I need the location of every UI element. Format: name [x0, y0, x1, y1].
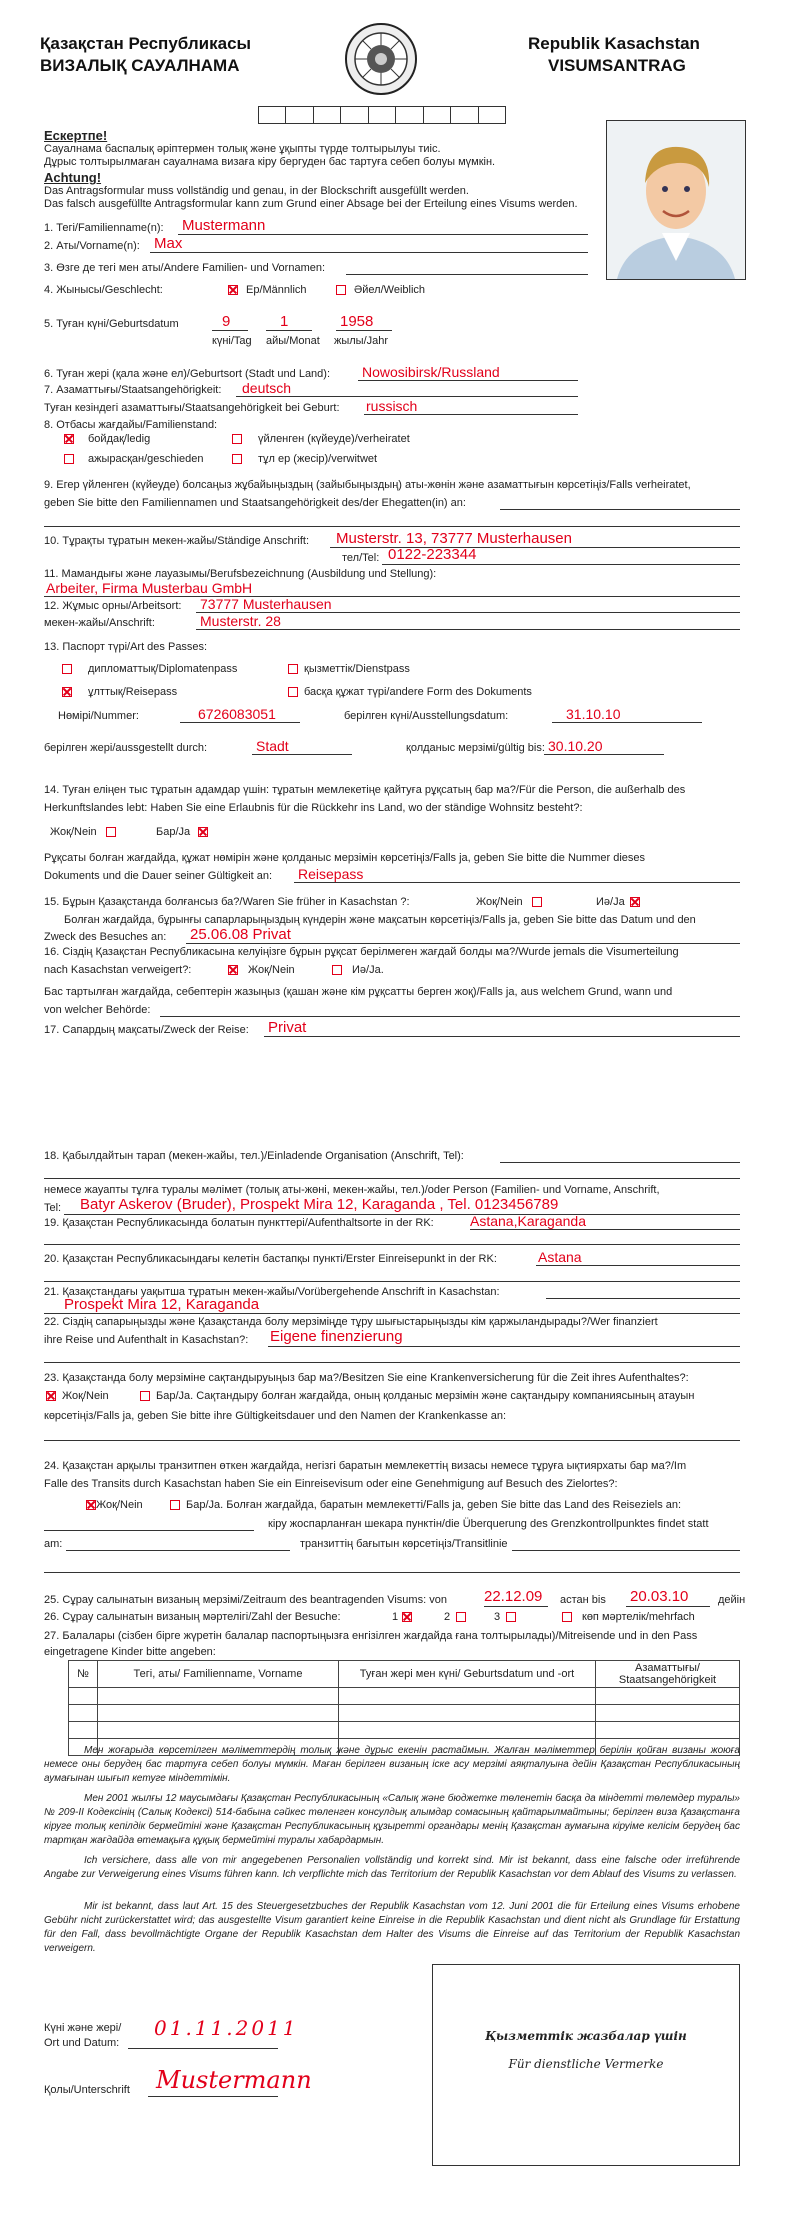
- q24-no-label: Жоқ/Nein: [96, 1499, 143, 1511]
- q15b-label: Болған жағдайда, бұрынғы сапарларыңыздың күндерін және мақсатын көрсетіңіз/Falls ja, geben Sie bitte das Datum und den: [64, 914, 696, 926]
- declaration-kz-1: Мен жоғарыда көрсетілген мәліметтердің толық және дұрыс екенін растаймын. Жалған мәліметтер берілін қойған визаны жоюға немесе оны берудең бас тартуға себеп болуы мүмкін. Маған берілген визаның іске асу мерзімі аяқталуына дейін Қазақстан Республикасының аумағынан шығып кетуге міндеттімін.: [44, 1745, 740, 1784]
- status-widowed-checkbox[interactable]: [232, 454, 242, 464]
- official-use-de: Für dienstliche Vermerke: [508, 2057, 664, 2071]
- q14-no-label: Жоқ/Nein: [50, 826, 97, 838]
- q23c-label: көрсетіңіз/Falls ja, geben Sie bitte ihre Gültigkeitsdauer und den Namen der Krankenkasse an:: [44, 1410, 507, 1422]
- table-header-cell: №: [69, 1661, 98, 1688]
- return-doc-field[interactable]: Reisepass: [298, 866, 364, 882]
- passport-date-field[interactable]: 31.10.10: [566, 706, 621, 722]
- q16-no-label: Жоқ/Nein: [248, 964, 295, 976]
- q26-three-label: 3: [494, 1611, 501, 1623]
- header-kz-title: ВИЗАЛЫҚ САУАЛНАМА: [40, 56, 240, 75]
- status-single-label: бойдақ/ledig: [88, 433, 151, 445]
- q14a-label: 14. Туған еліңен тыс тұратын адамдар үшін: тұратын мемлекетіңе қайтуға рұқсатың бар ма?/Für die Person, die außerhalb des: [44, 784, 686, 796]
- header-de-country: Republik Kasachstan: [528, 34, 700, 53]
- q22b-label: ihre Reise und Aufenthalt in Kasachstan?:: [44, 1334, 249, 1346]
- q12b-label: мекен-жайы/Anschrift:: [44, 617, 155, 629]
- q15-yes-label: Иә/Ja: [596, 896, 625, 908]
- tel-field[interactable]: 0122-223344: [388, 546, 477, 563]
- header-de-title: VISUMSANTRAG: [548, 56, 686, 75]
- status-divorced-checkbox[interactable]: [64, 454, 74, 464]
- visited-no-checkbox[interactable]: [532, 897, 542, 907]
- q16-yes-label: Иә/Ja.: [352, 964, 384, 976]
- q3-label: 3. Өзге де тегі мен аты/Andere Familien- und Vornamen:: [44, 262, 326, 274]
- passport-national-checkbox[interactable]: [62, 687, 72, 697]
- profession-field[interactable]: Arbeiter, Firma Musterbau GmbH: [46, 580, 253, 596]
- q2-label: 2. Аты/Vorname(n):: [44, 240, 140, 252]
- q5-label: 5. Туған күні/Geburtsdatum: [44, 318, 179, 330]
- q6-label: 6. Туған жері (қала және ел)/Geburtsort (Stadt und Land):: [44, 368, 331, 380]
- q16d-label: von welcher Behörde:: [44, 1004, 151, 1016]
- q22a-label: 22. Сіздің сапарыңызды және Қазақстанда болу мерзіміңде тұру шығыстарыңызды кім қаржыландырады?/Wer finanziert: [44, 1316, 658, 1328]
- q16c-label: Бас тартылған жағдайда, себептерін жазыңыз (қашан және кім рұқсатты берген жоқ)/Falls ja, aus welchem Grund, wann und: [44, 986, 673, 998]
- declaration-de-1: Ich versichere, dass alle von mir angegebenen Personalien vollständig und korrekt sind. Mir ist bekannt, dass eine falsche oder irreführende Angabe zur Verweigerung eines Visums führen kann. Ich verpflichte mich das Territorium der Republik Kasachstan vor dem Ablauf des Visums zu verlassen.: [44, 1855, 740, 1880]
- q26-two-label: 2: [444, 1611, 451, 1623]
- children-table: [68, 1660, 740, 1756]
- q19-label: 19. Қазақстан Республикасында болатын пункттері/Aufenthaltsorte in der RK:: [44, 1217, 434, 1229]
- firstname-field[interactable]: Max: [154, 235, 183, 252]
- status-married-checkbox[interactable]: [232, 434, 242, 444]
- temp-address-field[interactable]: Prospekt Mira 12, Karaganda: [64, 1296, 260, 1313]
- q26-one-label: 1: [392, 1611, 399, 1623]
- entry-point-field[interactable]: Astana: [538, 1249, 582, 1265]
- photo-portrait-icon: [607, 121, 745, 279]
- visits-three-checkbox[interactable]: [506, 1612, 516, 1622]
- q14-yes-label: Бар/Ja: [156, 826, 191, 838]
- place-date-label-kz: Күні және жері/: [44, 2022, 122, 2034]
- header-kz-country: Қазақстан Республикасы: [40, 34, 252, 53]
- places-field[interactable]: Astana,Karaganda: [470, 1213, 586, 1229]
- financing-field[interactable]: Eigene finenzierung: [270, 1328, 403, 1345]
- status-married-label: үйленген (күйеуде)/verheiratet: [258, 433, 410, 445]
- transit-yes-checkbox[interactable]: [170, 1500, 180, 1510]
- q18c-label: Tel:: [44, 1202, 62, 1214]
- insurance-no-checkbox[interactable]: [46, 1391, 56, 1401]
- q23b-label: Бар/Ja. Сақтандыру болған жағдайда, оның қолданыс мерзімін және сақтандыру компаниясының атауын: [156, 1390, 695, 1402]
- passport-national-label: ұлттық/Reisepass: [88, 686, 178, 698]
- q25-label: 25. Сұрау салынатын визаның мерзімі/Zeitraum des beantragenden Visums: von: [44, 1594, 447, 1606]
- previous-visit-field[interactable]: 25.06.08 Privat: [190, 926, 291, 943]
- q24e-label: am:: [44, 1538, 63, 1550]
- q7-label: 7. Азаматтығы/Staatsangehörigkeit:: [44, 384, 222, 396]
- q25-to-label: астан bis: [560, 1594, 606, 1606]
- warning-de-head: Achtung!: [44, 170, 102, 185]
- gender-female-checkbox[interactable]: [336, 285, 346, 295]
- address-field[interactable]: Musterstr. 13, 73777 Musterhausen: [336, 530, 572, 547]
- table-row[interactable]: [69, 1705, 740, 1722]
- q26-multi-label: көп мәртелік/mehrfach: [582, 1611, 695, 1623]
- q4-label: 4. Жынысы/Geschlecht:: [44, 284, 163, 296]
- q17-label: 17. Сапардың мақсаты/Zweck der Reise:: [44, 1024, 249, 1036]
- birth-day-field[interactable]: 9: [222, 313, 231, 330]
- warning-de-line2: Das falsch ausgefüllte Antragsformular kann zum Grund einer Absage bei der Erteilung eines Visums werden.: [44, 198, 578, 210]
- q27a-label: 27. Балалары (сізбен бірге жүретін балалар паспортыңызға енгізілген жағдайда ғана толтырылады)/Mitreisende und in den Pass: [44, 1630, 698, 1642]
- q14c-label: Рұқсаты болған жағдайда, құжат нөмірін және қолданыс мерзімін көрсетіңіз/Falls ja, geben Sie bitte die Nummer dieses: [44, 852, 645, 864]
- q15-label: 15. Бұрын Қазақстанда болғансыз ба?/Waren Sie früher in Kasachstan ?:: [44, 896, 410, 908]
- warning-de-line1: Das Antragsformular muss vollständig und genau, in der Blockschrift ausgefüllt werden.: [44, 185, 469, 197]
- q24d-label: кіру жоспарланған шекара пунктін/die Überquerung des Grenzkontrollpunktes findet statt: [268, 1518, 709, 1530]
- table-header-cell: Тегі, аты/ Familienname, Vorname: [98, 1661, 339, 1688]
- q9a-label: 9. Егер үйленген (күйеуде) болсаңыз жұбайыңыздың (зайыбыңыздың) аты-жөнін және азаматтығын көрсетіңіз/Falls verheiratet,: [44, 479, 691, 491]
- purpose-field[interactable]: Privat: [268, 1019, 307, 1036]
- passport-number-label: Нөмірі/Nummer:: [58, 710, 139, 722]
- q18-label: 18. Қабылдайтын тарап (мекен-жайы, тел.)/Einladende Organisation (Anschrift, Tel):: [44, 1150, 464, 1162]
- state-emblem-icon: [344, 22, 418, 96]
- table-row[interactable]: [69, 1722, 740, 1739]
- passport-diplomatic-checkbox[interactable]: [62, 664, 72, 674]
- declaration-de-2: Mir ist bekannt, dass laut Art. 15 des Steuergesetzbuches der Republik Kasachstan vom 12. Juni 2001 die für Erteilung eines Visums erhobene Gebühr nicht zurückerstattet wird; das ausgestellte Visum garantiert keine Einreise in die Republik Kasachstan und dient nicht als Grundlage für Erstattung für den Fall, dass bevollmächtigte Organe der Republik Kasachstan dem Halter des Visums die Einreise auf das Territorium der Republik Kasachstan verweigern.: [44, 1901, 740, 1954]
- table-header-cell: Азаматтығы/ Staatsangehörigkeit: [596, 1661, 740, 1688]
- q15-no-label: Жоқ/Nein: [476, 896, 523, 908]
- official-use-kz: Қызметтік жазбалар үшін: [485, 2029, 687, 2043]
- place-date-field[interactable]: 01.11.2011: [154, 2016, 299, 2040]
- q8-label: 8. Отбасы жағдайы/Familienstand:: [44, 419, 218, 431]
- q15c-label: Zweck des Besuches an:: [44, 931, 167, 943]
- visa-to-field[interactable]: 20.03.10: [630, 1588, 689, 1605]
- passport-place-field[interactable]: Stadt: [256, 738, 289, 754]
- birth-month-field[interactable]: 1: [280, 313, 289, 330]
- passport-diplomatic-label: дипломаттық/Diplomatenpass: [88, 663, 238, 675]
- q25-days-label: дейін: [718, 1594, 746, 1606]
- status-single-checkbox[interactable]: [64, 434, 74, 444]
- passport-other-checkbox[interactable]: [288, 687, 298, 697]
- passport-other-label: басқа құжат түрі/andere Form des Dokuments: [304, 686, 532, 698]
- surname-field[interactable]: Mustermann: [182, 217, 266, 234]
- q20-label: 20. Қазақстан Республикасындағы келетін бастапқы пункті/Erster Einreisepunkt in der RK:: [44, 1253, 497, 1265]
- q14d-label: Dokuments und die Dauer seiner Gültigkeit an:: [44, 870, 273, 882]
- office-number-boxes: [258, 106, 506, 124]
- status-widowed-label: тұл ер (жесір)/verwitwet: [258, 453, 378, 465]
- q12a-label: 12. Жұмыс орны/Arbeitsort:: [44, 600, 182, 612]
- q14b-label: Herkunftslandes lebt: Haben Sie eine Erlaubnis für die Rückkehr ins Land, wo der ständige Wohnsitz besteht?:: [44, 802, 583, 814]
- visits-two-checkbox[interactable]: [456, 1612, 466, 1622]
- q21-label: 21. Қазақстандағы уақытша тұратын мекен-жайы/Vorübergehende Anschrift in Kasachstan:: [44, 1286, 500, 1298]
- q7b-label: Туған кезіндегі азаматтығы/Staatsangehörigkeit bei Geburt:: [44, 402, 340, 414]
- q27b-label: eingetragene Kinder bitte angeben:: [44, 1646, 216, 1658]
- applicant-photo: [606, 120, 746, 280]
- warning-kz-line2: Дұрыс толтырылмаған сауалнама визаға кіру бергуден бас тартуға себеп болуы мүмкін.: [44, 156, 496, 168]
- passport-service-label: қызметтік/Dienstpass: [304, 663, 410, 675]
- birth-month-caption: айы/Monat: [266, 335, 320, 347]
- q23-no-label: Жоқ/Nein: [62, 1390, 109, 1402]
- q26-label: 26. Сұрау салынатын визаның мәртелігі/Zahl der Besuche:: [44, 1611, 341, 1623]
- birthplace-field[interactable]: Nowosibirsk/Russland: [362, 364, 500, 380]
- return-yes-checkbox[interactable]: [198, 827, 208, 837]
- transit-no-checkbox[interactable]: [86, 1500, 96, 1510]
- place-date-label-de: Ort und Datum:: [44, 2037, 120, 2049]
- passport-service-checkbox[interactable]: [288, 664, 298, 674]
- citizenship-field[interactable]: deutsch: [242, 380, 292, 396]
- q9b-label: geben Sie bitte den Familiennamen und Staatsangehörigkeit des/der Ehegatten(in) an:: [44, 497, 466, 509]
- q13-label: 13. Паспорт түрі/Art des Passes:: [44, 641, 208, 653]
- status-divorced-label: ажырасқан/geschieden: [88, 453, 204, 465]
- birth-year-field[interactable]: 1958: [340, 313, 374, 330]
- inviter-field[interactable]: Batyr Askerov (Bruder), Prospekt Mira 12, Karaganda , Tel. 0123456789: [80, 1196, 559, 1213]
- refused-yes-checkbox[interactable]: [332, 965, 342, 975]
- passport-valid-label: қолданыс мерзімі/gültig bis:: [406, 742, 545, 754]
- signature-field[interactable]: Mustermann: [156, 2066, 312, 2094]
- q10-label: 10. Тұрақты тұратын мекен-жайы/Ständige Anschrift:: [44, 535, 309, 547]
- table-header-cell: Туған жері мен күні/ Geburtsdatum und -ort: [339, 1661, 596, 1688]
- q24b-label: Falle des Transits durch Kasachstan haben Sie ein Einreisevisum oder eine Genehmigung auf Besuch des Zielortes?:: [44, 1478, 618, 1490]
- q16b-label: nach Kasachstan verweigert?:: [44, 964, 192, 976]
- q16a-label: 16. Сіздің Қазақстан Республикасына келуіңізге бұрын рұқсат берілмеген жағдай болды ма?/Wurde jemals die Visumerteilung: [44, 946, 679, 958]
- visited-yes-checkbox[interactable]: [630, 897, 640, 907]
- q23a-label: 23. Қазақстанда болу мерзіміне сақтандыруыңыз бар ма?/Besitzen Sie eine Krankenversicherung für die Zeit ihres Aufenthaltes?:: [44, 1372, 689, 1384]
- table-row[interactable]: [69, 1688, 740, 1705]
- visits-multi-checkbox[interactable]: [562, 1612, 572, 1622]
- citizenship-birth-field[interactable]: russisch: [366, 398, 418, 414]
- passport-number-field[interactable]: 6726083051: [198, 706, 276, 722]
- table-header-row: [69, 1661, 740, 1688]
- passport-valid-field[interactable]: 30.10.20: [548, 738, 603, 754]
- passport-place-label: берілген жері/aussgestellt durch:: [44, 742, 208, 754]
- q11-label: 11. Мамандығы және лауазымы/Berufsbezeichnung (Ausbildung und Stellung):: [44, 568, 437, 580]
- visa-from-field[interactable]: 22.12.09: [484, 1588, 543, 1605]
- workplace-field[interactable]: 73777 Musterhausen: [200, 596, 332, 612]
- passport-date-label: берілген күні/Ausstellungsdatum:: [344, 710, 509, 722]
- q24a-label: 24. Қазақстан арқылы транзитпен өткен жағдайда, негізгі баратын мемлекеттің визасы немесе тұруға ықтиярхаты бар ма?/Im: [44, 1460, 687, 1472]
- warning-kz-line1: Сауалнама баспалық әріптермен толық және ұқыпты түрде толтырылуы тиіс.: [44, 143, 441, 155]
- gender-female-label: Әйел/Weiblich: [354, 284, 426, 296]
- return-no-checkbox[interactable]: [106, 827, 116, 837]
- insurance-yes-checkbox[interactable]: [140, 1391, 150, 1401]
- visits-one-checkbox[interactable]: [402, 1612, 412, 1622]
- gender-male-label: Ер/Männlich: [246, 284, 307, 296]
- signature-label: Қолы/Unterschrift: [44, 2084, 130, 2096]
- gender-male-checkbox[interactable]: [228, 285, 238, 295]
- work-address-field[interactable]: Musterstr. 28: [200, 613, 281, 629]
- refused-no-checkbox[interactable]: [228, 965, 238, 975]
- q24f-label: транзиттің бағытын көрсетіңіз/Transitlinie: [300, 1538, 508, 1550]
- birth-year-caption: жылы/Jahr: [334, 335, 389, 347]
- warning-kz-head: Ескертпе!: [44, 128, 108, 143]
- birth-day-caption: күні/Tag: [212, 335, 252, 347]
- q24c-label: Бар/Ja. Болған жағдайда, баратын мемлекетті/Falls ja, geben Sie bitte das Land des Reiseziels an:: [186, 1499, 682, 1511]
- q1-label: 1. Тегі/Familienname(n):: [44, 222, 164, 234]
- declaration-kz-2: Мен 2001 жылғы 12 маусымдағы Қазақстан Республикасының «Салық және бюджетке төленетін басқа да міндетті төлемдер туралы» № 209-II Кодексінің (Салық Кодексі) 514-бабына сәйкес төленген консулдық алымдар сомасының қайтарылмайтыны; берілген виза Қазақстанға кіруге толық кепілдік бермейтіні және Қазақстан Республикасының құзыретті органдары менің Қазақстан аумағына кіруіме келісім берудең бас тартқан жағдайда өтемақыға құқық бермейтіні туралы хабардармын.: [44, 1793, 740, 1846]
- q18b-label: немесе жауапты тұлға туралы мәлімет (толық аты-жөні, мекен-жайы, тел.)/oder Person (Familien- und Vorname, Anschrift,: [44, 1184, 660, 1196]
- official-use-box: [432, 1964, 740, 2166]
- tel-label: тел/Tel:: [342, 552, 380, 564]
